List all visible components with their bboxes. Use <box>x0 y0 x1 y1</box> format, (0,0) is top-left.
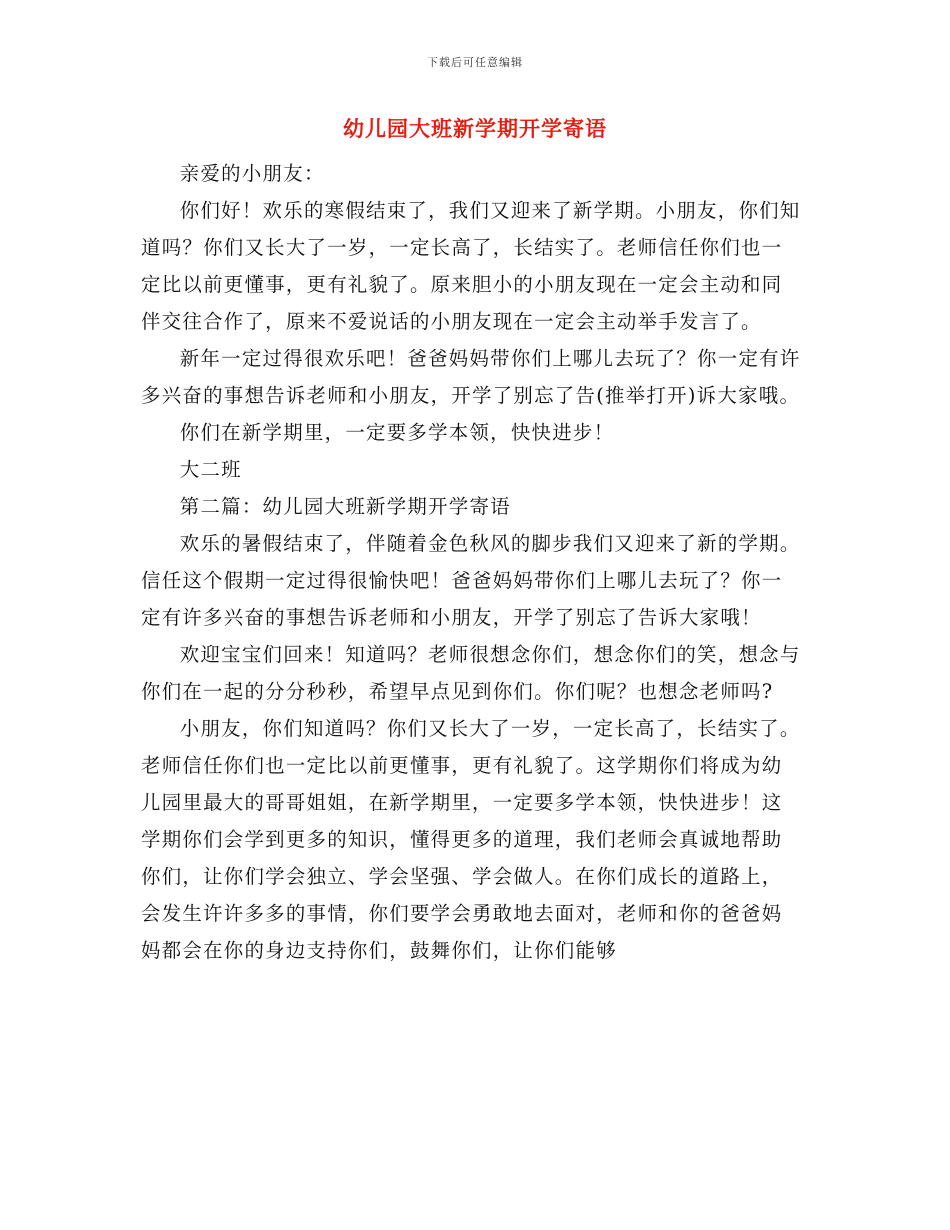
section-heading: 第二篇：幼儿园大班新学期开学寄语 <box>179 495 511 518</box>
page-header-note: 下载后可任意编辑 <box>427 56 523 69</box>
document-body <box>141 155 801 969</box>
document-title: 幼儿园大班新学期开学寄语 <box>343 116 607 141</box>
paragraph: 欢乐的暑假结束了，伴随着金色秋风的脚步我们又迎来了新的学期。信任这个假期一定过得很愉快吧！爸爸妈妈带你们上哪儿去玩了？你一定有许多兴奋的事想告诉老师和小朋友，开学了别忘了告诉大家哦！ <box>141 532 801 629</box>
paragraph-greeting: 亲爱的小朋友： <box>179 162 325 185</box>
paragraph: 新年一定过得很欢乐吧！爸爸妈妈带你们上哪儿去玩了？你一定有许多兴奋的事想告诉老师和小朋友，开学了别忘了告(推举打开)诉大家哦。 <box>141 347 801 407</box>
paragraph-signature: 大二班 <box>179 458 242 481</box>
paragraph: 你们在新学期里，一定要多学本领，快快进步！ <box>179 421 615 444</box>
paragraph: 欢迎宝宝们回来！知道吗？老师很想念你们，想念你们的笑，想念与你们在一起的分分秒秒，希望早点见到你们。你们呢？也想念老师吗? <box>141 643 801 703</box>
paragraph: 你们好！欢乐的寒假结束了，我们又迎来了新学期。小朋友，你们知道吗？你们又长大了一岁，一定长高了，长结实了。老师信任你们也一定比以前更懂事，更有礼貌了。原来胆小的小朋友现在一定会主动和同伴交往合作了，原来不爱说话的小朋友现在一定会主动举手发言了。 <box>141 199 801 333</box>
paragraph: 小朋友，你们知道吗？你们又长大了一岁，一定长高了，长结实了。老师信任你们也一定比以前更懂事，更有礼貌了。这学期你们将成为幼儿园里最大的哥哥姐姐，在新学期里，一定要多学本领，快快进步！这学期你们会学到更多的知识，懂得更多的道理，我们老师会真诚地帮助你们，让你们学会独立、学会坚强、学会做人。在你们成长的道路上，会发生许许多多的事情，你们要学会勇敢地去面对，老师和你的爸爸妈妈都会在你的身边支持你们，鼓舞你们，让你们能够 <box>141 717 801 962</box>
